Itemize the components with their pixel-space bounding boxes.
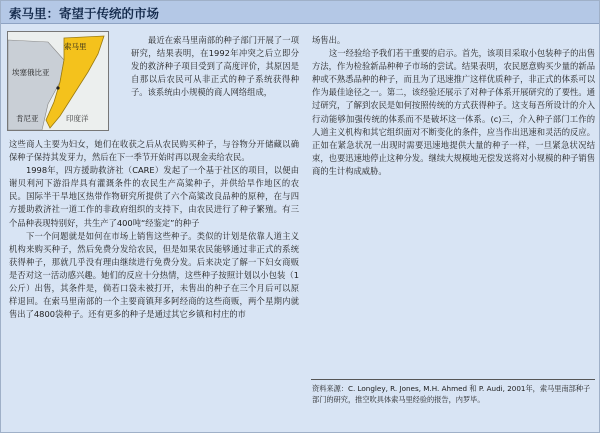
map-label-sea: 印度洋 [66, 114, 89, 123]
paragraph: 这些商人主要为妇女，她们在收获之后从农民购买种子，与谷物分开储藏以确保种子保持其发芽力，然后在下一季节开始时再以现金卖给农民。 [9, 139, 299, 163]
title-bar [1, 1, 599, 24]
map-city-marker [56, 86, 59, 89]
map-label-kenya: 肯尼亚 [16, 114, 39, 123]
column-right [312, 34, 595, 178]
paragraph: 1998年，四方援助救济社（CARE）发起了一个基于社区的项目，以便由谢贝利河下游沿岸具有灌溉条件的农民生产高粱种子，并供给旱作地区的农民。国际半干旱地区热带作物研究所提供了六个高粱改良品种的原种，在与四方援助救济社一道工作的非政府组织的支持下，由农民进行了种子繁殖。有三个品种表现特别好，共生产了400吨“经鉴定”的种子 [9, 165, 299, 228]
paragraph: 下一个问题就是如何在市场上销售这些种子。类似的计划是依靠人道主义机构来购买种子，然后免费分发给农民，但是如果农民能够通过非正式的系统获得种子，那就几乎没有理由继续进行免费分发。后来决定了解一下妇女商贩是否对这一活动感兴趣。她们的反应十分热情，这些种子按照计划以小包装（1公斤）出售，其条件是，倘若口袋未被打开，未售出的种子在三个月后可以原样退回。在索马里南部的一个主要商镇拜多阿经商的这些商贩，两个星期内就售出了4800袋种子。还有更多的种子是通过其它乡镇和村庄的市 [9, 230, 299, 320]
map-label-somalia: 索马里 [64, 42, 87, 51]
paragraph: 场售出。 [312, 35, 346, 45]
location-map [7, 31, 109, 131]
source-note: 资料来源：C. Longley, R. Jones, M.H. Ahmed 和 P. Audi, 2001年，索马里南部种子部门的研究，推空吹具体索马里经验的报告，内罗毕。 [312, 384, 591, 404]
column-left [9, 138, 299, 321]
page-title: 索马里：寄望于传统的市场 [9, 6, 160, 21]
paragraph: 最近在索马里南部的种子部门开展了一项研究，结果表明，在1992年冲突之后立即分发的救济种子项目受到了高度评价，其原因是自那以后农民可从非正式的种子系统获得种子。该系统由小规模的商人网络组成， [131, 35, 299, 98]
map-label-ethiopia: 埃塞俄比亚 [12, 68, 50, 77]
column-left-intro [131, 34, 299, 99]
source-divider [311, 379, 595, 380]
paragraph: 这一经验给予我们若干重要的启示。首先，该项目采取小包装种子的出售方法，作为检验新品种种子市场的尝试。结果表明，农民愿意购买少量的新品种或不熟悉品种的种子，而且为了迅速推广这样优质种子，非正式的体系可以作为最佳途径之一。第二，该经验还展示了对种子体系开展研究的了要性。通过研究，了解到农民是如何按照传统的方式获得种子。这支每吾所设计的介入行动能够加强传统的体系而不是破坏这一体系。(c)三，介入种子部门工作的人道主义机构和其它组织面对不断变化的条件，应当作出迅速和灵活的反应。正如在紧急状况一出现时需要迅速地提供大量的种子一样，一旦紧急状况结束，也要迅速地停止这种分发。继续大规模地无偿发送将对小规模的种子销售商的生计构成威胁。 [312, 48, 595, 176]
